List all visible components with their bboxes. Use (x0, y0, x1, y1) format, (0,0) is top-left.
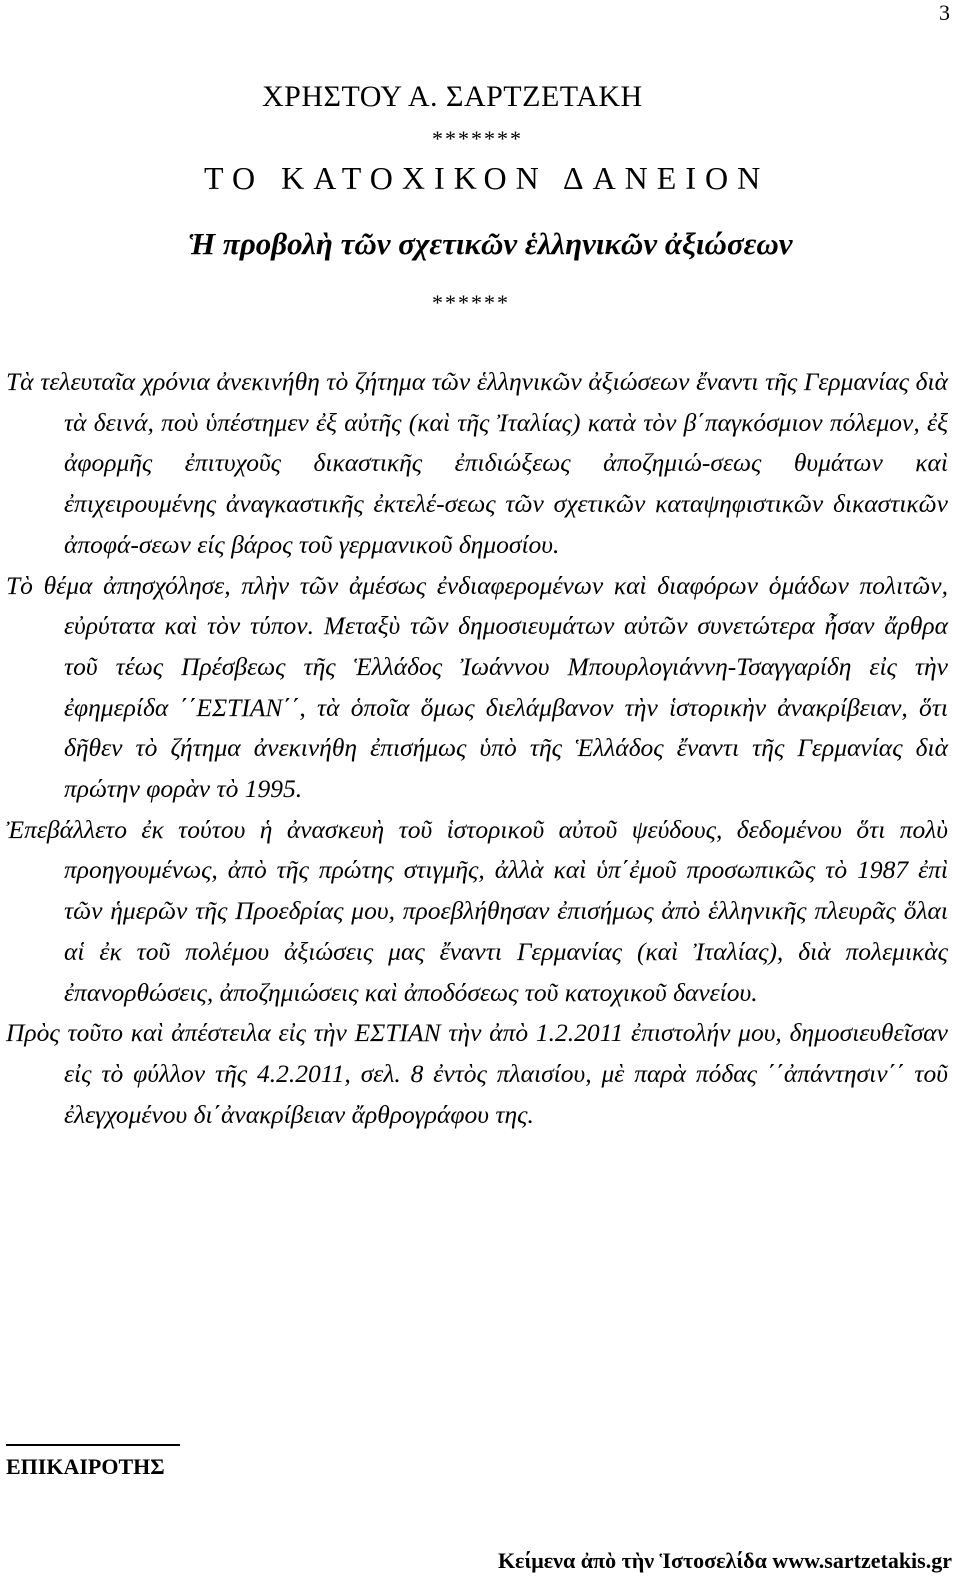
author-name: ΧΡΗΣΤΟΥ Α. ΣΑΡΤΖΕΤΑΚΗ (262, 80, 643, 113)
body-text (6, 362, 948, 1135)
paragraph-2: Τὸ θέμα ἀπησχόλησε, πλὴν τῶν ἀμέσως ἐνδιαφερομένων καὶ διαφόρων ὁμάδων πολιτῶν, εὐρύτατα καὶ τὸν τύπον. Μεταξὺ τῶν δημοσιευμάτων αὐτῶν συνετώτερα ἦσαν ἄρθρα τοῦ τέως Πρέσβεως τῆς Ἑλλάδος Ἰωάννου Μπουρλογιάννη-Τσαγγαρίδη εἰς τὴν ἐφημερίδα ΄΄ΕΣΤΙΑΝ΄΄, τὰ ὁποῖα ὅμως διελάμβανον τὴν ἱστορικὴν ἀνακρίβειαν, ὅτι δῆθεν τὸ ζήτημα ἀνεκινήθη ἐπισήμως ὑπὸ τῆς Ἑλλάδος ἔναντι τῆς Γερμανίας διὰ πρώτην φορὰν τὸ 1995. (6, 570, 948, 804)
footer-label: ΕΠΙΚΑΙΡΟΤΗΣ (6, 1454, 165, 1479)
page-number: 3 (939, 0, 950, 25)
document-subtitle: Ἡ προβολὴ τῶν σχετικῶν ἑλληνικῶν ἀξιώσεων (188, 226, 793, 261)
footer-credit: Κείμενα ἀπὸ τὴν Ἱστοσελίδα www.sartzetakis.gr (497, 1548, 952, 1573)
separator-top: ******* (432, 126, 523, 151)
separator-bottom: ****** (432, 290, 510, 315)
footer-divider (6, 1444, 180, 1446)
paragraph-3: Ἐπεβάλλετο ἐκ τούτου ἡ ἀνασκευὴ τοῦ ἱστορικοῦ αὐτοῦ ψεύδους, δεδομένου ὅτι πολὺ προηγουμένως, ἀπὸ τῆς πρώτης στιγμῆς, ἀλλὰ καὶ ὑπ΄ἐμοῦ προσωπικῶς τὸ 1987 ἐπὶ τῶν ἡμερῶν τῆς Προεδρίας μου, προεβλήθησαν ἐπισήμως ἀπὸ ἑλληνικῆς πλευρᾶς ὅλαι αἱ ἐκ τοῦ πολέμου ἀξιώσεις μας ἔναντι Γερμανίας (καὶ Ἰταλίας), διὰ πολεμικὰς ἐπανορθώσεις, ἀποζημιώσεις καὶ ἀποδόσεως τοῦ κατοχικοῦ δανείου. (6, 814, 948, 1007)
paragraph-1: Τὰ τελευταῖα χρόνια ἀνεκινήθη τὸ ζήτημα τῶν ἑλληνικῶν ἀξιώσεων ἔναντι τῆς Γερμανίας διὰ τὰ δεινά, ποὺ ὑπέστημεν ἐξ αὐτῆς (καὶ τῆς Ἰταλίας) κατὰ τὸν β΄παγκόσμιον πόλεμον, ἐξ ἀφορμῆς ἐπιτυχοῦς δικαστικῆς ἐπιδιώξεως ἀποζημιώ-σεως θυμάτων καὶ ἐπιχειρουμένης ἀναγκαστικῆς ἐκτελέ-σεως τῶν σχετικῶν καταψηφιστικῶν δικαστικῶν ἀποφά-σεων είς βάρος τοῦ γερμανικοῦ δημοσίου. (6, 367, 948, 559)
paragraph-4: Πρὸς τοῦτο καὶ ἀπέστειλα εἰς τὴν ΕΣΤΙΑΝ τὴν ἀπὸ 1.2.2011 ἐπιστολήν μου, δημοσιευθεῖσαν εἰς τὸ φύλλον τῆς 4.2.2011, σελ. 8 ἐντὸς πλαισίου, μὲ παρὰ πόδας ΄΄ἀπάντησιν΄΄ τοῦ ἐλεγχομένου δι΄ἀνακρίβειαν ἄρθρογράφου της. (6, 1018, 948, 1129)
document-title: ΤΟ ΚΑΤΟΧΙΚΟΝ ΔΑΝΕΙΟΝ (204, 160, 770, 196)
